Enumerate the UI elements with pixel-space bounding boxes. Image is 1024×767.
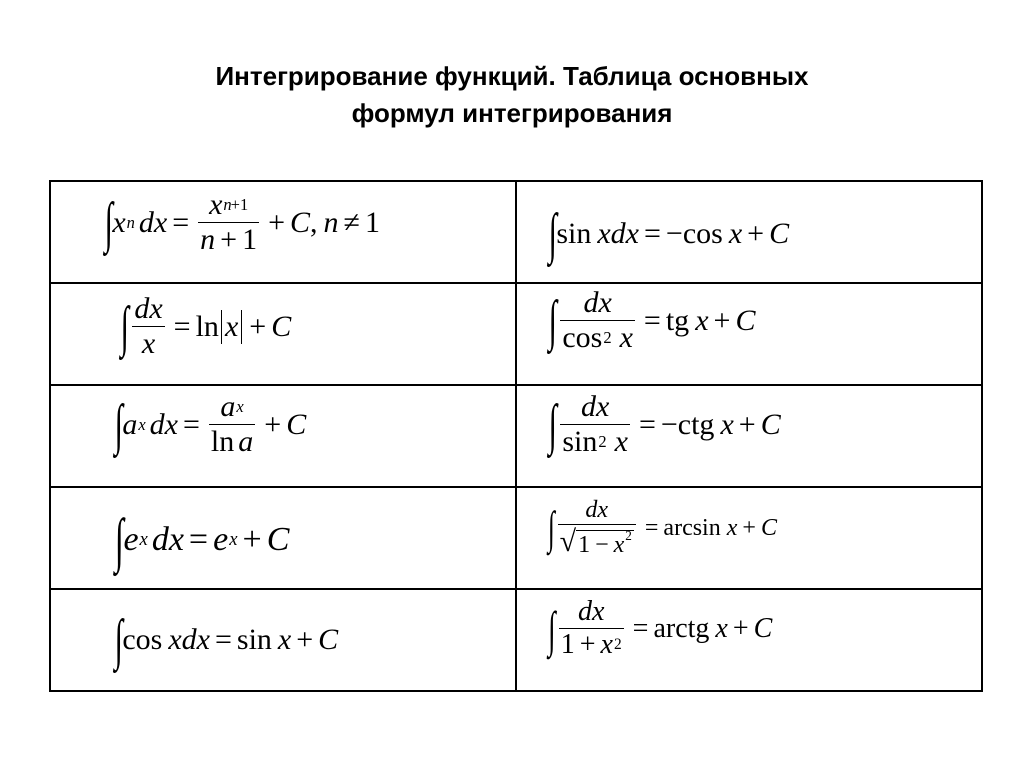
formula-power: ∫ x n dx = x n +1 n + 1 + C , n ≠ 1 <box>104 188 380 256</box>
table-row <box>50 385 982 487</box>
table-cell <box>516 283 982 385</box>
table-cell <box>516 181 982 283</box>
title-line-1: Интегрирование функций. Таблица основных <box>215 61 809 91</box>
table-cell <box>516 589 982 691</box>
formula-arctg: ∫ dx 1 + x 2 = arctg x + C <box>548 596 773 660</box>
table-cell <box>516 487 982 589</box>
formula-ctg: ∫ dx sin 2 x = −ctg x + C <box>548 390 781 458</box>
table-row <box>50 181 982 283</box>
formula-log: ∫ $\frac{dx}{x}$ = ln x + C <box>120 292 292 360</box>
formula-tg: ∫ dx cos 2 x = tg x + C <box>548 286 756 354</box>
table-row <box>50 283 982 385</box>
table-cell <box>50 385 516 487</box>
table-cell <box>50 487 516 589</box>
formula-exp-a: ∫ a x dx = a x ln a + C <box>114 390 307 458</box>
formula-arcsin: ∫ dx √ $1 - x^2$ = arcsin x + C <box>547 497 777 558</box>
table-cell <box>516 385 982 487</box>
formula-exp-e: ∫ e x dx = e x + C <box>114 507 290 573</box>
formula-cos: ∫ cos xdx = sin x + C <box>114 609 339 671</box>
page-title <box>0 58 1024 132</box>
title-line-2: формул интегрирования <box>351 98 673 128</box>
table-cell <box>50 589 516 691</box>
table-cell <box>50 283 516 385</box>
formula-sin: ∫ sin xdx = −cos x + C <box>548 203 790 265</box>
table-row <box>50 487 982 589</box>
formula-table <box>49 180 983 692</box>
table-row <box>50 589 982 691</box>
table-cell <box>50 181 516 283</box>
